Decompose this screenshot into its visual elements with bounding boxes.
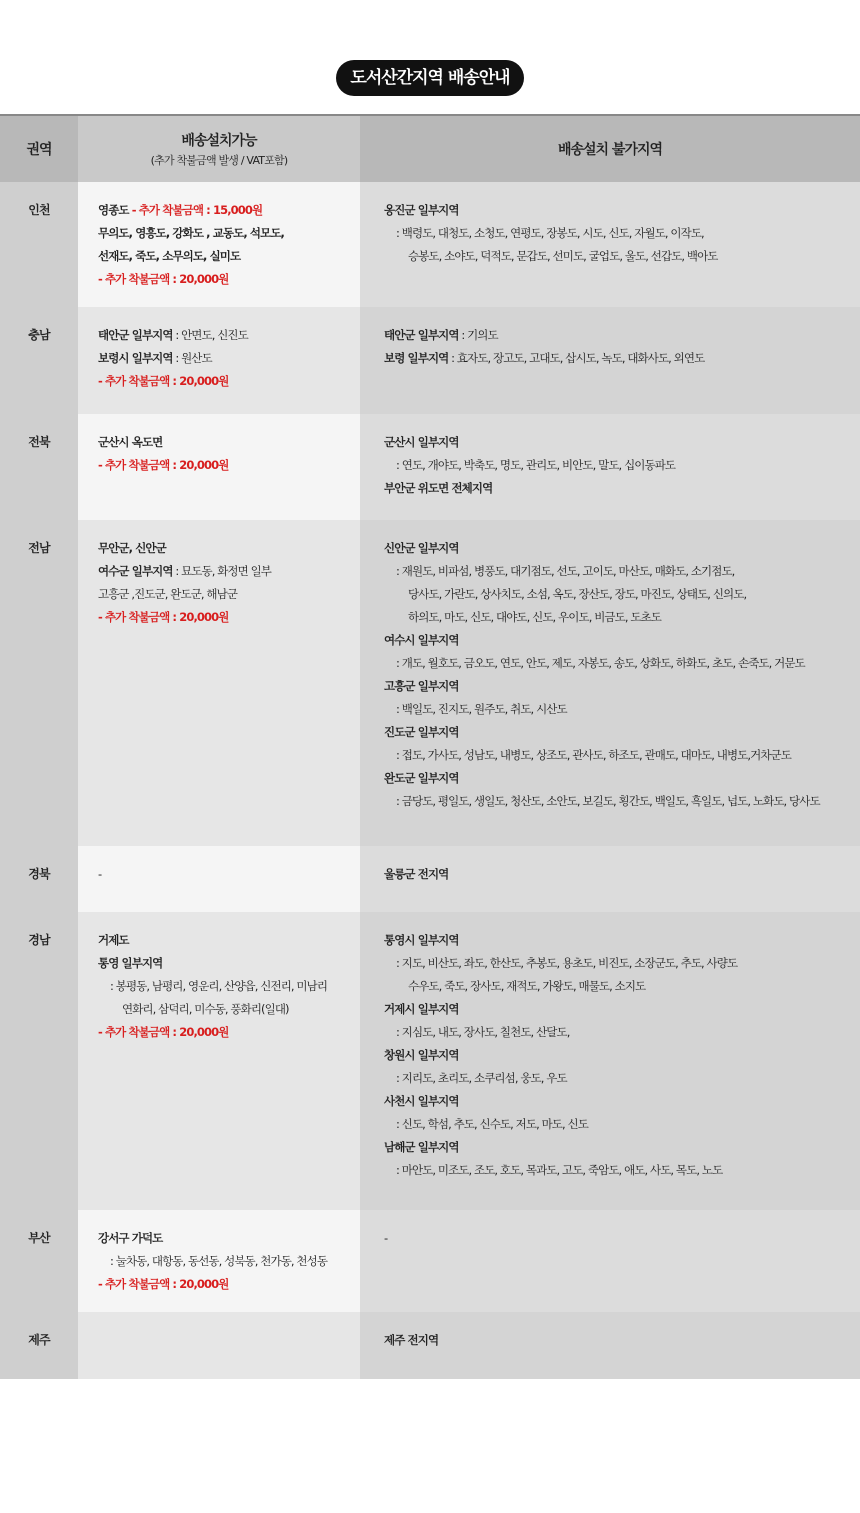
impossible-line <box>384 1329 852 1352</box>
title-wrap <box>0 60 860 96</box>
area-name: 통영시 일부지역 <box>384 933 459 947</box>
surcharge-text: - 추가 착불금액 : 20,000원 <box>98 458 229 472</box>
area-detail: 연화리, 삼덕리, 미수동, 풍화리(일대) <box>122 1002 289 1016</box>
area-detail: : 연도, 개야도, 박축도, 명도, 관리도, 비안도, 말도, 십이동파도 <box>396 458 676 472</box>
possible-line <box>98 245 352 268</box>
area-name: 남해군 일부지역 <box>384 1140 459 1154</box>
page-title: 도서산간지역 배송안내 <box>336 60 523 96</box>
impossible-cell <box>360 912 860 1210</box>
header-possible-sub: (추가 착불금액 발생 / VAT포함) <box>150 154 288 167</box>
possible-line <box>98 454 352 477</box>
possible-line <box>98 370 352 393</box>
possible-line <box>98 1273 352 1296</box>
possible-line <box>98 324 352 347</box>
possible-line <box>98 863 352 886</box>
possible-cell <box>78 182 360 307</box>
area-name: 진도군 일부지역 <box>384 725 459 739</box>
possible-line <box>98 537 352 560</box>
possible-line <box>98 975 352 998</box>
area-detail: : 마안도, 미조도, 조도, 호도, 목과도, 고도, 죽암도, 애도, 사도, 목도, 노도 <box>396 1163 723 1177</box>
area-detail: : 개도, 월호도, 금오도, 연도, 안도, 제도, 자봉도, 송도, 상화도, 하화도, 초도, 손죽도, 거문도 <box>396 656 805 670</box>
impossible-cell <box>360 520 860 846</box>
surcharge-text: - 추가 착불금액 : 20,000원 <box>98 610 229 624</box>
possible-cell <box>78 846 360 912</box>
area-detail: : 봉평동, 남평리, 영운리, 산양읍, 신전리, 미남리 <box>110 979 328 993</box>
area-name: 강서구 가덕도 <box>98 1231 163 1245</box>
possible-line <box>98 431 352 454</box>
area-name: 태안군 일부지역 <box>98 328 173 342</box>
surcharge-text: - 추가 착불금액 : 20,000원 <box>98 272 229 286</box>
impossible-line <box>384 975 852 998</box>
impossible-cell <box>360 1312 860 1379</box>
area-name: 거제도 <box>98 933 129 947</box>
possible-cell <box>78 414 360 520</box>
possible-line <box>98 998 352 1021</box>
impossible-cell <box>360 846 860 912</box>
area-name: 무의도, 영흥도, 강화도 , 교동도, 석모도, <box>98 226 284 240</box>
area-detail: : 백일도, 진지도, 원주도, 취도, 시산도 <box>396 702 567 716</box>
area-detail: - <box>384 1231 388 1245</box>
table-row <box>0 846 860 912</box>
impossible-line <box>384 929 852 952</box>
area-detail: 수우도, 죽도, 장사도, 재적도, 가왕도, 매물도, 소지도 <box>408 979 646 993</box>
impossible-line <box>384 454 852 477</box>
area-name: 일부지역 <box>414 203 459 217</box>
impossible-line <box>384 1044 852 1067</box>
impossible-line <box>384 790 852 813</box>
area-detail: : 금당도, 평일도, 생일도, 청산도, 소안도, 보길도, 횡간도, 백일도, 흑일도, 넙도, 노화도, 당사도 <box>396 794 820 808</box>
area-detail: : 묘도동, 화정면 일부 <box>172 564 272 578</box>
area-detail: : 안면도, 신진도 <box>172 328 248 342</box>
surcharge-text: - 추가 착불금액 : 20,000원 <box>98 374 229 388</box>
area-name: 사천시 일부지역 <box>384 1094 459 1108</box>
possible-line <box>98 606 352 629</box>
area-detail: : 지도, 비산도, 좌도, 한산도, 추봉도, 용초도, 비진도, 소장군도, 추도, 사량도 <box>396 956 738 970</box>
area-detail: : 원산도 <box>172 351 212 365</box>
possible-line <box>98 199 352 222</box>
impossible-cell <box>360 307 860 414</box>
shipping-table <box>0 114 860 1379</box>
impossible-line <box>384 199 852 222</box>
possible-line <box>98 583 352 606</box>
impossible-line <box>384 952 852 975</box>
impossible-line <box>384 721 852 744</box>
header-region: 권역 <box>0 115 78 182</box>
possible-line <box>98 560 352 583</box>
possible-cell <box>78 1210 360 1312</box>
header-possible <box>78 115 360 182</box>
impossible-line <box>384 1113 852 1136</box>
area-detail: : 신도, 학섬, 추도, 신수도, 저도, 마도, 신도 <box>396 1117 588 1131</box>
area-name: 무안군, 신안군 <box>98 541 166 555</box>
table-row <box>0 182 860 307</box>
region-cell: 제주 <box>0 1312 78 1379</box>
table-body <box>0 182 860 1379</box>
impossible-line <box>384 560 852 583</box>
area-name: 군산시 일부지역 <box>384 435 459 449</box>
region-cell: 경남 <box>0 912 78 1210</box>
area-name: 거제시 일부지역 <box>384 1002 459 1016</box>
table-row <box>0 414 860 520</box>
area-detail: : 백령도, 대청도, 소청도, 연평도, 장봉도, 시도, 신도, 자월도, 이작도, <box>396 226 704 240</box>
impossible-line <box>384 431 852 454</box>
impossible-line <box>384 863 852 886</box>
possible-line <box>98 347 352 370</box>
area-name: 부안군 위도면 전체지역 <box>384 481 493 495</box>
region-cell: 전남 <box>0 520 78 846</box>
area-name: 제주 전지역 <box>384 1333 439 1347</box>
possible-cell <box>78 1312 360 1379</box>
impossible-line <box>384 698 852 721</box>
area-name: 통영 일부지역 <box>98 956 163 970</box>
area-detail: 승봉도, 소야도, 덕적도, 문갑도, 선미도, 굴업도, 울도, 선갑도, 백아도 <box>408 249 718 263</box>
impossible-line <box>384 477 852 500</box>
possible-line <box>98 1250 352 1273</box>
possible-line <box>98 222 352 245</box>
possible-cell <box>78 912 360 1210</box>
impossible-line <box>384 1159 852 1182</box>
area-detail: 당사도, 가란도, 상사치도, 소섬, 옥도, 장산도, 장도, 마진도, 상태도, 신의도, <box>408 587 747 601</box>
possible-line <box>98 268 352 291</box>
area-detail: : 지심도, 내도, 장사도, 칠천도, 산달도, <box>396 1025 570 1039</box>
area-detail: 하의도, 마도, 신도, 대야도, 신도, 우이도, 비금도, 도초도 <box>408 610 661 624</box>
region-cell: 인천 <box>0 182 78 307</box>
area-detail: : 기의도 <box>458 328 498 342</box>
area-name: 군산시 옥도면 <box>98 435 163 449</box>
area-name: 고흥군 일부지역 <box>384 679 459 693</box>
possible-line <box>98 1227 352 1250</box>
table-row <box>0 912 860 1210</box>
surcharge-text: - 추가 착불금액 : 20,000원 <box>98 1277 229 1291</box>
possible-line <box>98 929 352 952</box>
impossible-line <box>384 998 852 1021</box>
area-name: 여수군 일부지역 <box>98 564 173 578</box>
impossible-line <box>384 606 852 629</box>
impossible-line <box>384 1067 852 1090</box>
area-detail: : 접도, 가사도, 성남도, 내병도, 상조도, 관사도, 하조도, 관매도, 대마도, 내병도,거차군도 <box>396 748 791 762</box>
table-row <box>0 520 860 846</box>
area-name: 창원시 일부지역 <box>384 1048 459 1062</box>
impossible-line <box>384 675 852 698</box>
area-name: 옹진군 <box>384 203 415 217</box>
area-detail: : 효자도, 장고도, 고대도, 삽시도, 녹도, 대화사도, 외연도 <box>448 351 705 365</box>
area-name: 보령 일부지역 <box>384 351 449 365</box>
area-detail: 고흥군 ,진도군, 완도군, 해남군 <box>98 587 238 601</box>
impossible-line <box>384 347 852 370</box>
impossible-line <box>384 629 852 652</box>
impossible-line <box>384 222 852 245</box>
surcharge-text: - 추가 착불금액 : 20,000원 <box>98 1025 229 1039</box>
region-cell: 충남 <box>0 307 78 414</box>
area-name: 태안군 일부지역 <box>384 328 459 342</box>
header-possible-label: 배송설치가능 <box>181 133 257 149</box>
area-name: 보령시 일부지역 <box>98 351 173 365</box>
impossible-line <box>384 324 852 347</box>
area-detail: : 눌차동, 대항동, 동선동, 성북동, 천가동, 천성동 <box>110 1254 328 1268</box>
impossible-line <box>384 1227 852 1250</box>
area-name: 완도군 일부지역 <box>384 771 459 785</box>
possible-cell <box>78 520 360 846</box>
table-row <box>0 1210 860 1312</box>
impossible-cell <box>360 182 860 307</box>
table-row <box>0 307 860 414</box>
area-name: 여수시 일부지역 <box>384 633 459 647</box>
area-name: 울릉군 전지역 <box>384 867 449 881</box>
impossible-line <box>384 767 852 790</box>
region-cell: 경북 <box>0 846 78 912</box>
impossible-cell <box>360 1210 860 1312</box>
possible-line <box>98 952 352 975</box>
impossible-line <box>384 1136 852 1159</box>
header-impossible: 배송설치 불가지역 <box>360 115 860 182</box>
possible-cell <box>78 307 360 414</box>
impossible-line <box>384 1021 852 1044</box>
area-name: 신안군 일부지역 <box>384 541 459 555</box>
impossible-line <box>384 652 852 675</box>
table-header-row <box>0 115 860 182</box>
region-cell: 전북 <box>0 414 78 520</box>
impossible-cell <box>360 414 860 520</box>
area-detail: : 지리도, 초리도, 소쿠리섬, 웅도, 우도 <box>396 1071 567 1085</box>
impossible-line <box>384 245 852 268</box>
impossible-line <box>384 537 852 560</box>
area-detail: - <box>98 867 102 881</box>
possible-line <box>98 1021 352 1044</box>
area-detail: : 재원도, 비파섬, 병풍도, 대기점도, 선도, 고이도, 마산도, 매화도, 소기점도, <box>396 564 735 578</box>
impossible-line <box>384 1090 852 1113</box>
surcharge-text: - 추가 착불금액 : 15,000원 <box>128 203 263 217</box>
impossible-line <box>384 583 852 606</box>
region-cell: 부산 <box>0 1210 78 1312</box>
table-row <box>0 1312 860 1379</box>
area-name: 선재도, 죽도, 소무의도, 실미도 <box>98 249 241 263</box>
impossible-line <box>384 744 852 767</box>
area-name: 영종도 <box>98 203 129 217</box>
